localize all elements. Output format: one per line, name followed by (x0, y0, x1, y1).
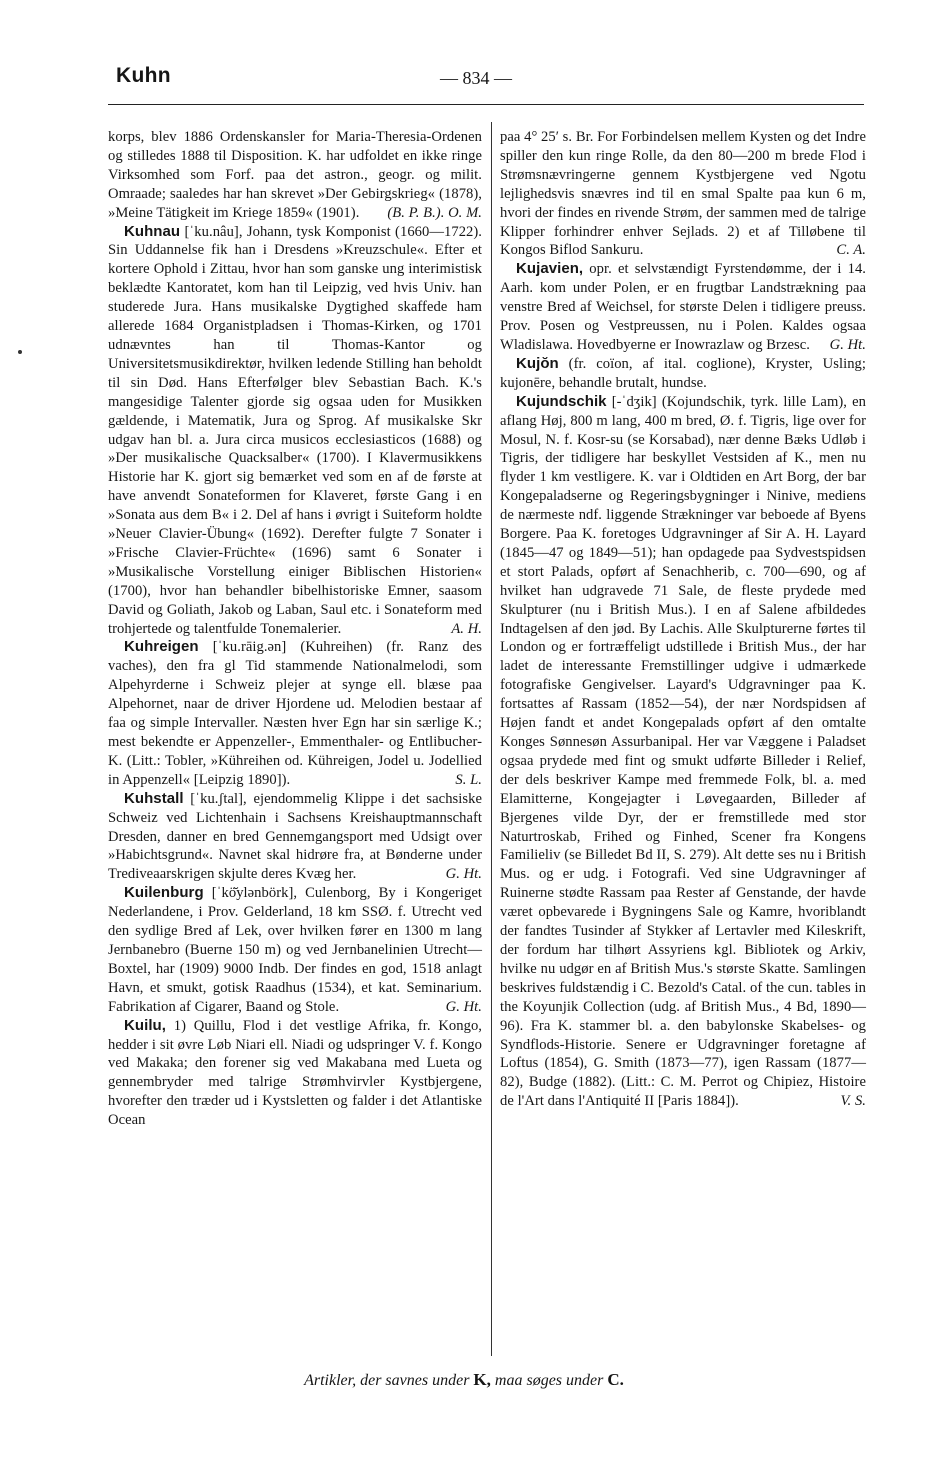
entry-signature: G. Ht. (445, 866, 482, 883)
entry-signature: G. Ht. (445, 998, 482, 1015)
entry-body: 1) Quillu, Flod i det vestlige Afrika, fr. Kongo, hedder i sit øvre Løb Niari ell. Niadi og udspringer V. f. Kongo ved Makaka; den forener sig ved Makabana med Lueta og gennembryder med talrige Strømhvirvler Kystbjergene, hvorefter den træder ud i Kystsletten og falder i det Atlantiske Ocean (108, 1017, 482, 1129)
entry-kujundschik (500, 393, 866, 1111)
entry-kuilu (108, 1017, 482, 1130)
entry-signature: (B. P. B.). O. M. (387, 204, 482, 221)
left-column (108, 128, 482, 1130)
entry-signature: G. Ht. (829, 336, 866, 353)
margin-dot (18, 350, 22, 354)
entry-body: korps, blev 1886 Ordenskansler for Maria-Theresia-Ordenen og stilledes 1888 til Disposition. K. har udfoldet en ikke ringe Virksomhed som Forf. paa det astron., geogr. og milit. Omraade; saaledes har han skrevet »Der Gebirgskrieg« (1878), »Meine Tätigkeit im Kriege 1859« (1901). (108, 129, 482, 221)
entry-kuhstall (108, 790, 482, 885)
entry-body: opr. et selvstændigt Fyrstendømme, der i 14. Aarh. kom under Polen, er en frugtbar Landstrækning paa venstre Bred af Weichsel, for største Delen i tidligere preuss. Prov. Posen og Vestpreussen, nu i Polen. Kaldes ogsaa Wladislawa. Hovedbyerne er Inowrazlaw og Brzesc. (500, 261, 867, 353)
entry-kuhreigen (108, 638, 482, 789)
entry-body: [ˈku.nâu], Johann, tysk Komponist (1660—1722). Sin Uddannelse fik han i Dresdens »Kreuzschule«. Efter et kortere Ophold i Zittau, hvor han som ganske ung interimistisk beklædte Kantoratet, kom han til Leipzig, ved hvis Univ. han studerede Jura. Hans musikalske Dygtighed skaffede ham allerede 1684 Organistpladsen i Thomas-Kirken, og 1701 udnævntes han til Thomas-Kantor og Universitetsmusikdirektør, hvilken ledende Stilling han beholdt til sin Død. Hans Efterfølger blev Sebastian Bach. K.'s mangesidige Talenter gjorde sig ogsaa uden for Musikken gældende, i Matematik, Jura og Sprog. Af musikalske Skr udgav han bl. a. Jura circa musicos ecclesiasticos (1688) og »Der musikalische Quacksalber« (1700). I Klavermusikkens Historie har K. gjort sig bemærket ved som en af de første at have anvendt Sonateformen for Klaveret, første Gang i en »Sonata aus dem B« i 2. Del af hans i øvrigt i Suiteform holdte »Neuer Clavier-Übung« (1692). Derefter fulgte 7 Sonater i »Frische Clavier-Früchte« (1696) samt 6 Sonater i »Musikalische Vorstellung einiger Biblischen Historien« (1700), hvor han behandler bibelhistoriske Emner, saasom David og Goliath, Jakob og Laban, Saul etc. i Sonateform med trohjertede og talentfulde Tonemalerier. (108, 223, 482, 637)
entry-headword: Kuilu, (124, 1016, 166, 1034)
entry-headword: Kujŏn (516, 354, 559, 372)
entry-kujon (500, 355, 866, 393)
entry-body: [ˈku.ʃtal], ejendommelig Klippe i det sachsiske Schweiz ved Lichtenhain i Sachsens Kreishauptmannschaft Dresden, danner en bred Gennemgangsport med Udsigt over »Habichtsgrund«. Navnet skal hidrøre fra, at Bønderne under Trediveaarskrigen skjulte deres Kvæg her. (108, 790, 482, 883)
entry-body: (fr. coïon, af ital. coglione), Kryster, Usling; kujonēre, behandle brutalt, hundse. (500, 355, 866, 391)
entry-kuhnau (108, 223, 482, 639)
entry-body: [ˈku.rāig.ən] (Kuhreihen) (fr. Ranz des vaches), den fra gl Tid stammende Nationalmelodi, som Alpehyrderne i Schweiz plejer at synge ell. blæse paa Alpehornet, naar de driver Hjordene ud. Melodien bestaar af faa og simple Intervaller. Næsten hver Egn har sin særlige K.; mest bekendte er Appenzeller-, Emmenthaler- og Entlibucher-K. (Litt.: Tobler, »Kühreihen od. Kühreigen, Jodel u. Jodellied in Appenzell« [Leipzig 1890]). (108, 639, 483, 788)
entry-body: [-ˈdʒik] (Kojundschik, tyrk. lille Lam), en aflang Høj, 800 m lang, 400 m bred, Ø. f. Tigris, lige over for Mosul, N. f. Kosr-su (se Korsabad), nær denne Bæks Udløb i Tigris, der tidligere har beskyllet Vestsiden af K., men nu flyder 1 km vestligere. K. var i Oldtiden en Art Borg, der bar Kongepaladserne og Regeringsbygninger i Ninive, mediens de nærmeste ndf. liggende Strækninger var beboede af Byens Borgere. Paa K. foretoges Udgravninger af Sir A. H. Layard (1845—47 og 1849—51); han opdagede paa Sydvestspidsen et stort Palads, opført af Senachherib, c. 700—690, og af hvilket han udgravede 71 Sale, de fleste prydede med Skulpturer (nu i British Mus.). I en af Salene afbildedes Indtagelsen af den jød. By Lachis. Alle Skulpturerne førtes til London og er fortræffeligt udstillede i British Mus., der har ladet de interessante Fremstillinger udgive i udmærkede fotografiske Gengivelser. Layard's Udgravninger paa K. fortsattes af Rassam (1852—54), der nær Nordspidsen af Højen fandt et andet Kongepalads opført af den omtalte Konges Sønnesøn Assurbanipal. Her var Væggene i Paladset ogsaa prydede med fint og smukt udførte Billeder i Relief, der dels beskriver Kampe med fremmede Folk, bl. a. med Elamitterne, Kongejagter i Løvegaarden, Billeder af Bjergenes vilde Dyr, der er fremstillede med stor Naturtroskab, Frihed og Finhed, Scener fra Kongens Familieliv (se Billedet Bd II, S. 279). Alt dette ses nu i British Mus. og er udg. i Fotografi. Ved sine Udgravninger af Ruinerne stødte Rassam paa Rester af Genstande, der havde været opbevarede i Bygningens Sale og Kamre, hvoriblandt der fandtes Tusinder af Stykker af Lertavler med Kileskrift, der fordum har tilhørt Assyriens kgl. Bibliotek og Arkiv, hvilke nu udgør en af British Mus.'s største Skatte. Samlingen beskrives fuldstændig i C. Bezold's Catal. of the cun. tables in the Koyunjik Collection (udg. af British Mus., 4 Bd, 1890—96). Fra K. stammer bl. a. den babylonske Skabelses- og Syndflods-Historie. Senere er Udgravninger foretagne af Loftus (1854), G. Smith (1873—77), igen Rassam (1877—82), Budge (1882). (Litt.: C. M. Perrot og Chipiez, Histoire de l'Art dans l'Antiquité II [Paris 1884]). (500, 393, 866, 1110)
right-column (500, 128, 866, 1111)
entry-signature: V. S. (840, 1093, 866, 1110)
running-head (110, 62, 870, 96)
footer-letter-c: C. (607, 1370, 624, 1389)
entry-headword: Kuhstall (124, 789, 184, 807)
page-number: — 834 — (440, 68, 512, 88)
column-divider (491, 122, 492, 1356)
footer-text: maa søges under (494, 1372, 604, 1389)
entry-headword: Kujundschik (516, 392, 607, 410)
entry-continuation-kuhn (108, 128, 482, 223)
entry-signature: A. H. (451, 620, 482, 637)
entry-body: paa 4° 25′ s. Br. For Forbindelsen mellem Kysten og det Indre spiller den kun ringe Rolle, da den 80—200 m brede Flod i Strømsnævringerne gennem Kystbjergene ved Ngotu lejlighedsvis snævres ind til en smal Spalte paa kun 6 m, hvori der findes en rivende Strøm, der sammen med de talrige Klipper forhindrer enhver Sejlads. 2) et af Tilløbene til Kongos Biflod Sankuru. (500, 129, 866, 259)
entry-kujavien (500, 260, 866, 355)
entry-headword: Kuhreigen (124, 638, 199, 656)
running-headword: Kuhn (116, 64, 171, 87)
entry-headword: Kuilenburg (124, 884, 204, 902)
entry-kuilenburg (108, 884, 482, 1016)
footer-text: Artikler, der savnes under (304, 1372, 470, 1389)
entry-signature: S. L. (455, 771, 482, 788)
footer-note (0, 1370, 928, 1390)
entry-body: [ˈkö̆ylənbörk], Culenborg, By i Kongeriget Nederlandene, i Prov. Gelderland, 18 km SSØ. f. Utrecht ved den sydlige Bred af Lek, over hvilken fører en 1300 m lang Jernbanebro (Buerne 150 m) og ved Jernbanelinien Utrecht—Boxtel, har (1909) 9000 Indb. Der findes en god, 1518 anlagt Havn, et smukt, gotisk Raadhus (1534), et kat. Seminarium. Fabrikation af Cigarer, Baand og Stole. (108, 885, 482, 1015)
entry-continuation-kuilu (500, 128, 866, 260)
entry-signature: C. A. (836, 242, 866, 259)
footer-letter-k: K, (473, 1370, 491, 1389)
entry-headword: Kuhnau (124, 222, 181, 240)
header-rule (108, 104, 864, 105)
entry-headword: Kujavien, (516, 260, 584, 278)
